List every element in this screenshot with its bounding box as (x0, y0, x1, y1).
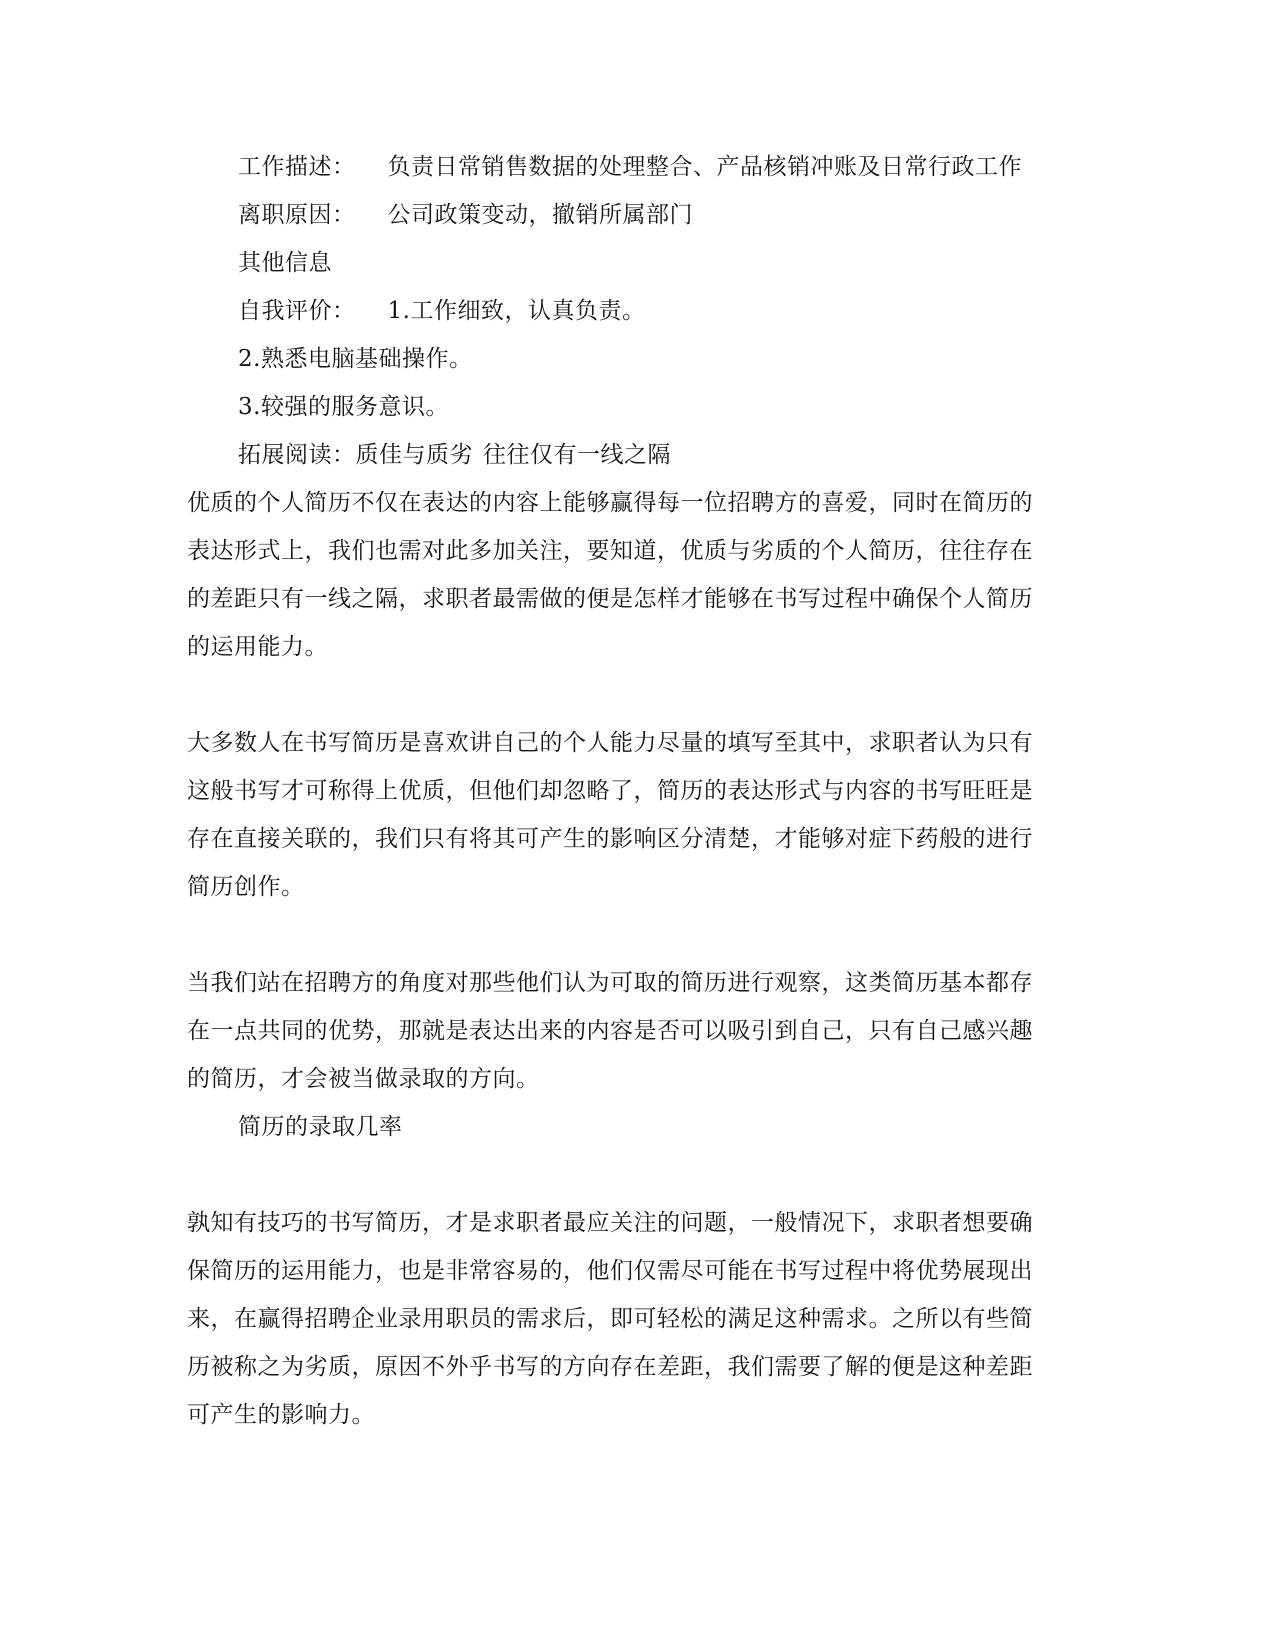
paragraph-4-line-1: 孰知有技巧的书写简历，才是求职者最应关注的问题，一般情况下，求职者想要确 (187, 1210, 1033, 1236)
paragraph-1-line-1: 优质的个人简历不仅在表达的内容上能够赢得每一位招聘方的喜爱，同时在简历的 (187, 490, 1033, 516)
paragraph-2-line-3: 存在直接关联的，我们只有将其可产生的影响区分清楚，才能够对症下药般的进行 (187, 826, 1033, 852)
paragraph-3-line-1: 当我们站在招聘方的角度对那些他们认为可取的简历进行观察，这类简历基本都存 (187, 970, 1033, 996)
extended-reading-title-part2: 往往仅有一线之隔 (483, 442, 671, 468)
paragraph-1-line-2: 表达形式上，我们也需对此多加关注，要知道，优质与劣质的个人简历，往往存在 (187, 538, 1033, 564)
self-eval-item-3: 3.较强的服务意识。 (238, 394, 449, 420)
extended-reading-title-part1: 质佳与质劣 (355, 442, 473, 468)
paragraph-4-line-5: 可产生的影响力。 (187, 1402, 375, 1428)
extended-reading-title (238, 440, 671, 470)
work-description-label: 工作描述： (238, 154, 356, 180)
paragraph-4-line-3: 来，在赢得招聘企业录用职员的需求后，即可轻松的满足这种需求。之所以有些简 (187, 1306, 1033, 1332)
leave-reason-label: 离职原因： (238, 202, 356, 228)
work-description-value: 负责日常销售数据的处理整合、产品核销冲账及日常行政工作 (387, 154, 1022, 180)
paragraph-3-line-2: 在一点共同的优势，那就是表达出来的内容是否可以吸引到自己，只有自己感兴趣 (187, 1018, 1033, 1044)
section-heading: 简历的录取几率 (238, 1114, 403, 1140)
paragraph-2-line-2: 这般书写才可称得上优质，但他们却忽略了，简历的表达形式与内容的书写旺旺是 (187, 778, 1033, 804)
leave-reason-value: 公司政策变动，撤销所属部门 (387, 202, 693, 228)
self-eval-item-1: 1.工作细致，认真负责。 (387, 298, 646, 324)
self-eval-item-2: 2.熟悉电脑基础操作。 (238, 346, 473, 372)
extended-reading-label: 拓展阅读： (238, 442, 356, 468)
paragraph-3-line-3: 的简历，才会被当做录取的方向。 (187, 1066, 540, 1092)
paragraph-1-line-3: 的差距只有一线之隔，求职者最需做的便是怎样才能够在书写过程中确保个人简历 (187, 586, 1033, 612)
paragraph-2-line-1: 大多数人在书写简历是喜欢讲自己的个人能力尽量的填写至其中，求职者认为只有 (187, 730, 1033, 756)
self-eval-row (238, 296, 645, 326)
paragraph-1-line-4: 的运用能力。 (187, 634, 328, 660)
work-description-row (238, 152, 1022, 182)
paragraph-2-line-4: 简历创作。 (187, 874, 305, 900)
paragraph-4-line-4: 历被称之为劣质，原因不外乎书写的方向存在差距，我们需要了解的便是这种差距 (187, 1354, 1033, 1380)
self-eval-label: 自我评价： (238, 298, 356, 324)
paragraph-4-line-2: 保简历的运用能力，也是非常容易的，他们仅需尽可能在书写过程中将优势展现出 (187, 1258, 1033, 1284)
leave-reason-row (238, 200, 693, 230)
other-info-heading: 其他信息 (238, 250, 332, 276)
